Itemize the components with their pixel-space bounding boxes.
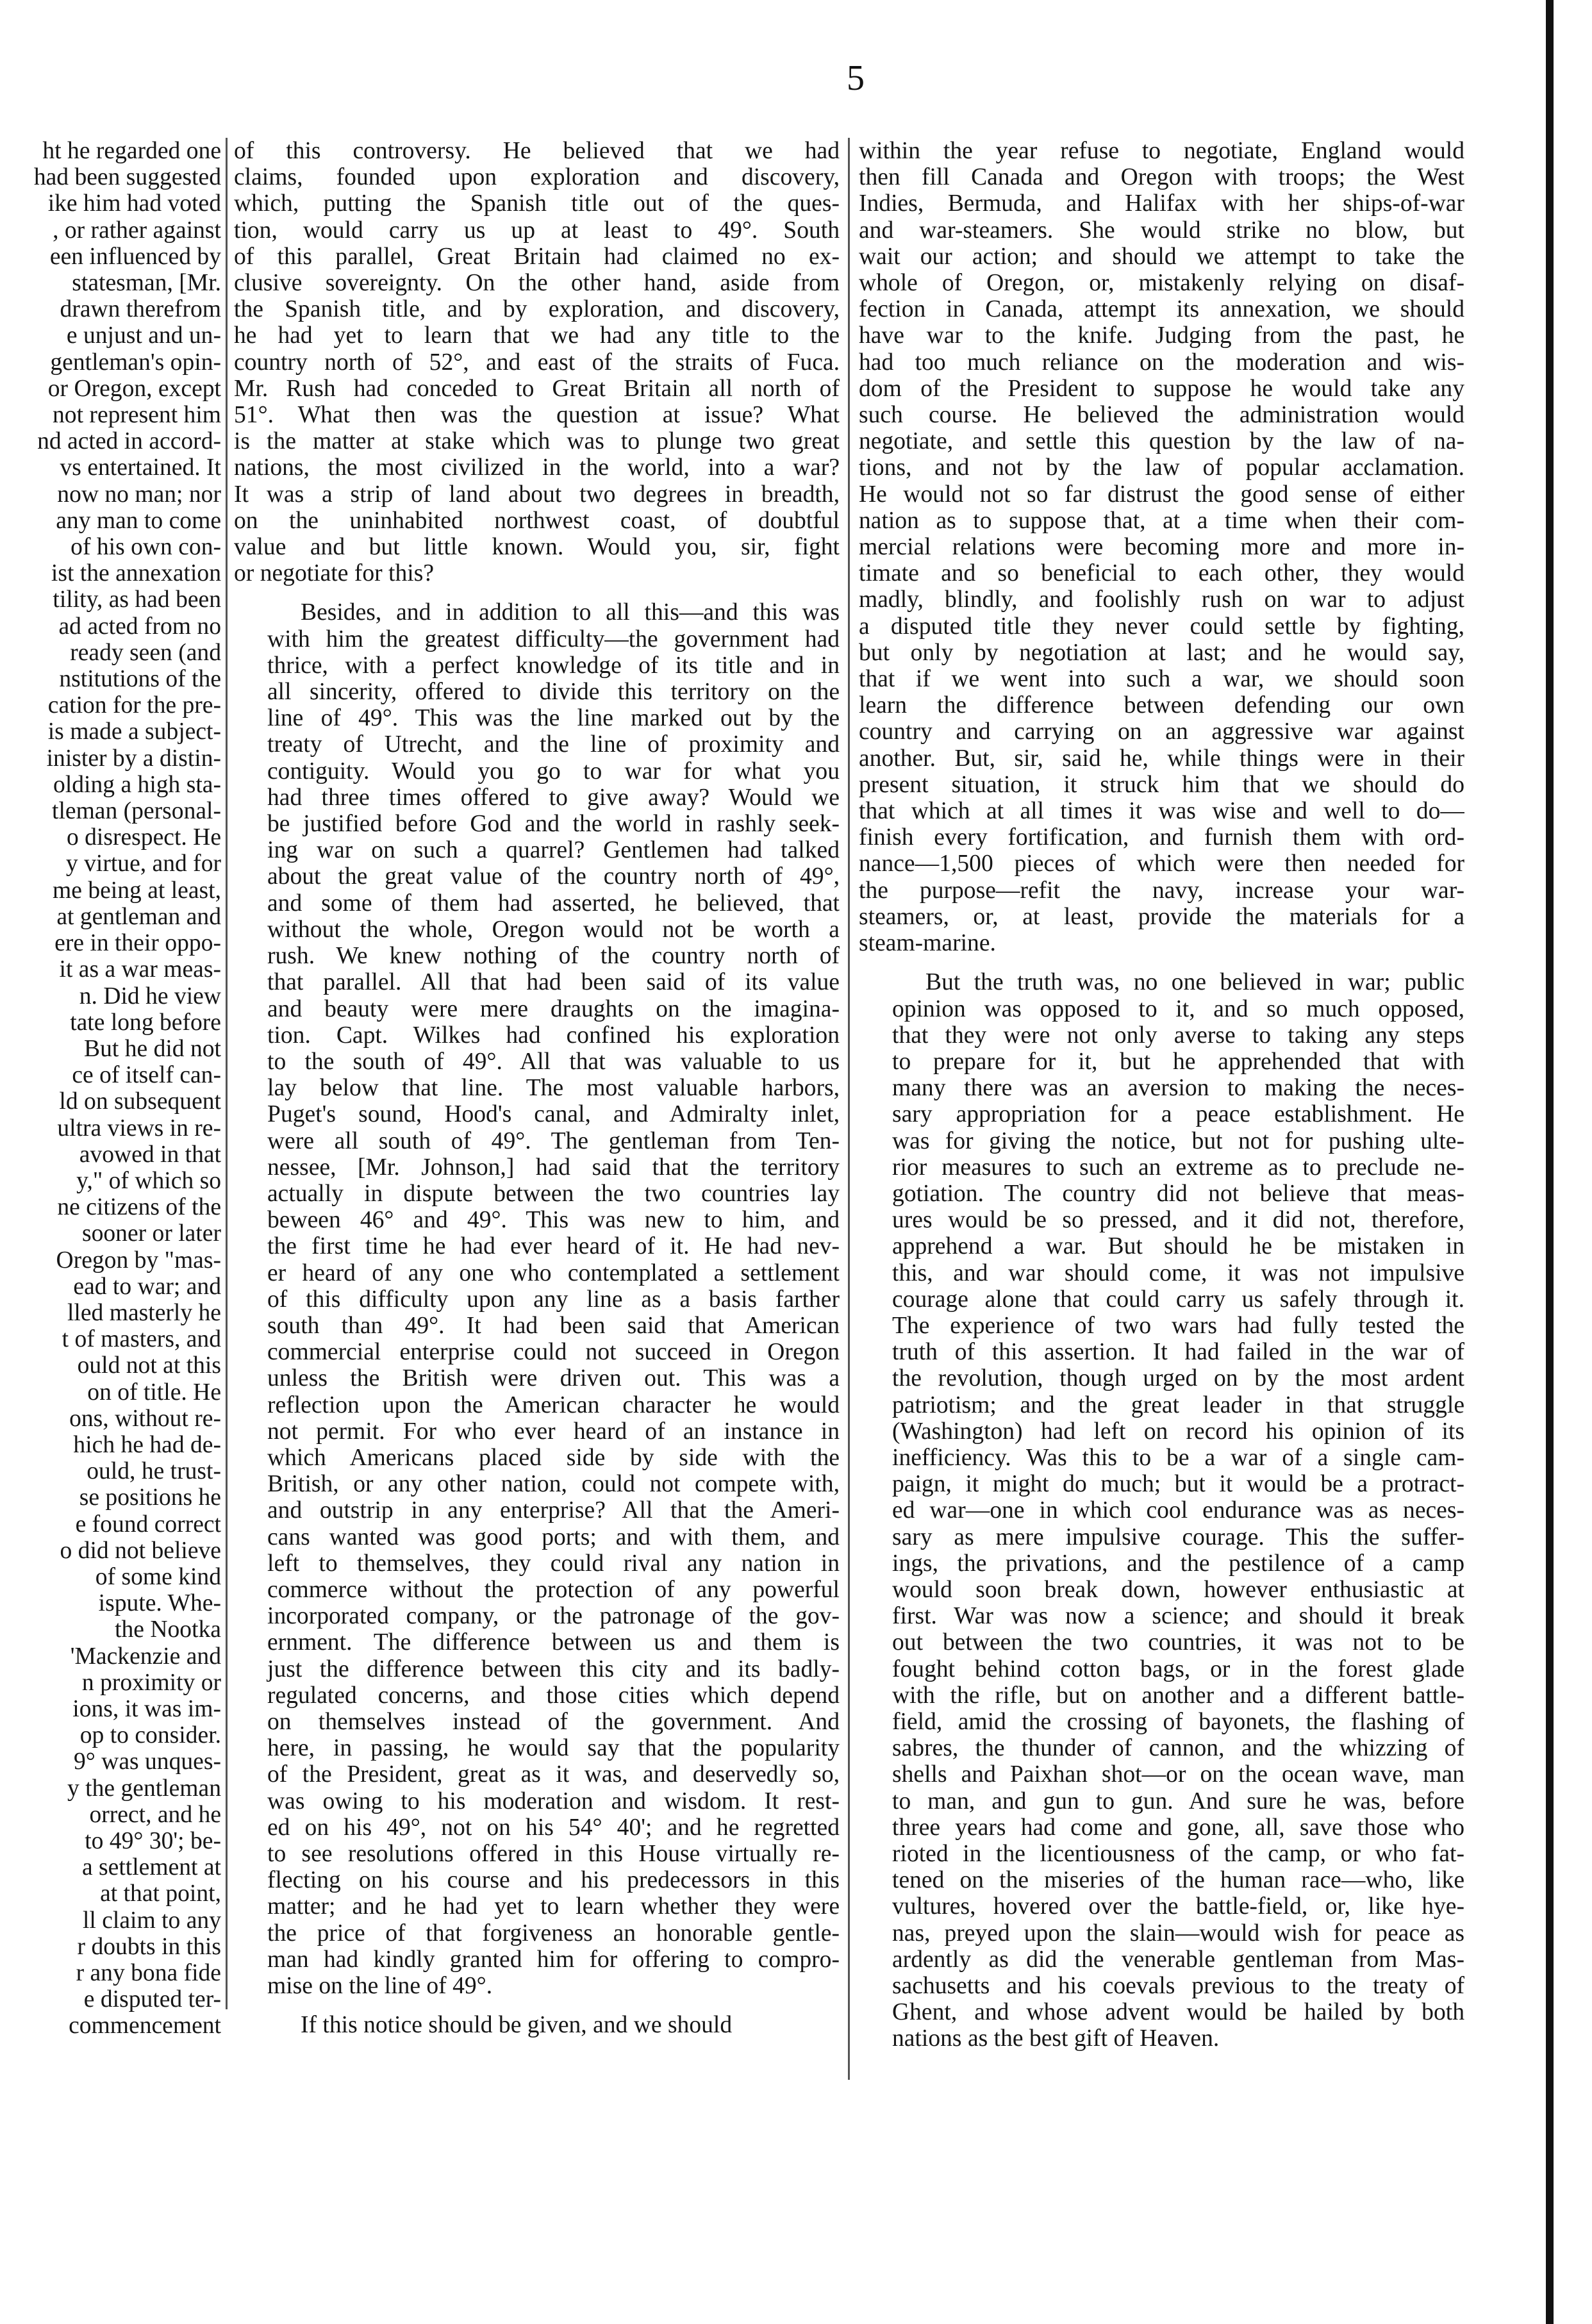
text-line: ispute. Whe- — [98, 1590, 221, 1617]
text-line: orrect, and he — [89, 1801, 221, 1828]
text-line: finish every fortification, and furnish them with ord- — [859, 824, 1464, 851]
text-line: hich he had de- — [73, 1431, 221, 1458]
text-line: sary as mere impulsive courage. This the suffer- — [892, 1523, 1464, 1550]
text-line: on of title. He — [87, 1379, 221, 1406]
text-line: vultures, hovered over the battle-field, or, like hye- — [892, 1893, 1464, 1920]
text-line: er heard of any one who contemplated a settlement — [267, 1259, 840, 1286]
text-line: sachusetts and his coevals previous to the treaty of — [892, 1973, 1464, 2000]
text-line: reflection upon the American character he would — [267, 1391, 840, 1418]
text-line: gentleman's opin- — [50, 349, 221, 376]
paragraph — [859, 138, 1464, 956]
text-line: inister by a distin- — [46, 745, 221, 772]
text-line: many there was an aversion to making the neces- — [892, 1075, 1464, 1102]
text-line: on themselves instead of the government. And — [267, 1708, 840, 1735]
text-line: any man to come — [56, 507, 221, 534]
text-line: which, putting the Spanish title out of the ques- — [234, 190, 840, 217]
text-line: and war-steamers. She would strike no blow, but — [859, 217, 1464, 244]
text-line: se positions he — [79, 1484, 221, 1511]
text-line: the price of that forgiveness an honorable gentle- — [267, 1920, 840, 1946]
paragraph — [234, 138, 840, 586]
text-line: line of 49°. This was the line marked out by the — [267, 705, 840, 732]
text-line: another. But, sir, said he, while things were in their — [859, 745, 1464, 772]
middle-column — [234, 138, 840, 2102]
text-line: inefficiency. Was this to be a war of a single cam- — [892, 1444, 1464, 1471]
text-line: then fill Canada and Oregon with troops; the West — [859, 164, 1464, 191]
text-line: patriotism; and the great leader in that struggle — [892, 1391, 1464, 1418]
text-line: ing war on such a quarrel? Gentlemen had talked — [267, 837, 840, 864]
text-line: madly, blindly, and foolishly rush on war to adjust — [859, 586, 1464, 613]
text-line: timate and so beneficial to each other, they would — [859, 560, 1464, 587]
text-line: o did not believe — [60, 1537, 221, 1564]
text-line: tion. Capt. Wilkes had confined his exploration — [267, 1022, 840, 1049]
text-line: avowed in that — [79, 1141, 221, 1168]
text-line: t of masters, and — [62, 1326, 221, 1353]
text-line: clusive sovereignty. On the other hand, aside from — [234, 270, 840, 297]
text-line: beween 46° and 49°. This was new to him, and — [267, 1207, 840, 1234]
text-line: would soon break down, however enthusiastic at — [892, 1576, 1464, 1603]
text-line: lay below that line. The most valuable harbors, — [267, 1075, 840, 1102]
text-line: nance—1,500 pieces of which were then needed for — [859, 851, 1464, 877]
text-line: nations as the best gift of Heaven. — [892, 2025, 1220, 2052]
text-line: o disrespect. He — [66, 824, 221, 851]
text-line: tility, as had been — [53, 586, 221, 613]
text-line: not represent him — [53, 402, 221, 429]
text-line: with him the greatest difficulty—the government had — [267, 626, 840, 652]
text-line: The experience of two wars had fully tested the — [892, 1312, 1464, 1339]
text-line: of this controversy. He believed that we had — [234, 138, 840, 164]
text-line: He would not so far distrust the good sense of either — [859, 481, 1464, 508]
text-line: statesman, [Mr. — [72, 270, 221, 297]
text-line: about the great value of the country north of 49°, — [267, 863, 840, 890]
text-line: to the south of 49°. All that was valuable to us — [267, 1048, 840, 1075]
text-line: south than 49°. It had been said that American — [267, 1312, 840, 1339]
text-line: wait our action; and should we attempt to take the — [859, 243, 1464, 270]
text-line: this, and war should come, it was not impulsive — [892, 1259, 1464, 1286]
text-line: op to consider. — [79, 1722, 221, 1749]
text-line: value and but little known. Would you, sir, fight — [234, 534, 840, 561]
text-line: ings, the privations, and the pestilence of a camp — [892, 1550, 1464, 1577]
text-line: of the President, great as it was, and deservedly so, — [267, 1761, 840, 1788]
text-line: If this notice should be given, and we should — [301, 2012, 733, 2039]
text-line: mise on the line of 49°. — [267, 1973, 493, 2000]
left-column-fragment — [0, 138, 221, 2102]
text-line: had too much reliance on the moderation and wis- — [859, 349, 1464, 376]
text-line: Mr. Rush had conceded to Great Britain all north of — [234, 375, 840, 402]
text-line: commercial enterprise could not succeed in Oregon — [267, 1339, 840, 1366]
text-line: the Spanish title, and by exploration, and discovery, — [234, 296, 840, 323]
text-line: rioted in the licentiousness of the camp, or who fat- — [892, 1841, 1464, 1867]
text-line: that parallel. All that had been said of its value — [267, 969, 840, 996]
text-line: country and carrying on an aggressive war against — [859, 718, 1464, 745]
text-line: 'Mackenzie and — [70, 1643, 221, 1670]
text-line: 9° was unques- — [73, 1748, 221, 1775]
text-line: that they were not only averse to taking any steps — [892, 1022, 1464, 1049]
text-line: commerce without the protection of any powerful — [267, 1576, 840, 1603]
text-line: apprehend a war. But should he be mistaken in — [892, 1233, 1464, 1260]
text-line: or negotiate for this? — [234, 560, 435, 587]
text-line: ultra views in re- — [57, 1115, 221, 1141]
page-number: 5 — [847, 58, 865, 98]
text-line: the first time he had ever heard of it. He had nev- — [267, 1233, 840, 1260]
text-line: truth of this assertion. It had failed in the war of — [892, 1339, 1464, 1366]
paragraph — [234, 2012, 840, 2038]
text-line: Oregon by "mas- — [56, 1247, 221, 1274]
page-edge-border — [1546, 0, 1554, 2324]
text-line: drawn therefrom — [60, 296, 221, 323]
text-line: ed on his 49°, not on his 54° 40'; and he regretted — [267, 1814, 840, 1841]
text-line: a settlement at — [81, 1854, 221, 1881]
text-line: Ghent, and whose advent would be hailed by both — [892, 1999, 1464, 2026]
text-line: the revolution, though urged on by the most ardent — [892, 1365, 1464, 1392]
text-line: tions, and not by the law of popular acclamation. — [859, 454, 1464, 481]
text-line: r doubts in this — [77, 1933, 221, 1960]
text-line: ed war—one in which cool endurance was as neces- — [892, 1497, 1464, 1524]
text-line: at gentleman and — [56, 903, 221, 930]
text-line: matter; and he had yet to learn whether they were — [267, 1893, 840, 1920]
paragraph — [234, 599, 840, 1999]
text-line: ures would be so pressed, and it did not, therefore, — [892, 1207, 1464, 1234]
text-line: to 49° 30'; be- — [85, 1828, 221, 1854]
text-line: ll claim to any — [82, 1907, 221, 1934]
text-line: country north of 52°, and east of the straits of Fuca. — [234, 349, 840, 376]
text-line: have war to the knife. Judging from the past, he — [859, 322, 1464, 349]
text-line: he had yet to learn that we had any title to the — [234, 322, 840, 349]
text-line: fought behind cotton bags, or in the forest glade — [892, 1656, 1464, 1682]
text-line: is the matter at stake which was to plunge two great — [234, 428, 840, 455]
text-line: Indies, Bermuda, and Halifax with her ships-of-war — [859, 190, 1464, 217]
text-line: such course. He believed the administration would — [859, 402, 1464, 429]
text-line: had three times offered to give away? Would we — [267, 784, 840, 811]
text-line: contiguity. Would you go to war for what you — [267, 758, 840, 784]
text-line: of some kind — [95, 1563, 221, 1590]
text-line: ere in their oppo- — [54, 930, 221, 957]
text-line: Besides, and in addition to all this—and this was — [301, 599, 840, 626]
text-line: nas, preyed upon the slain—would wish for peace as — [892, 1920, 1464, 1946]
text-line: it as a war meas- — [59, 956, 221, 983]
text-line: without the whole, Oregon would not be worth a — [267, 916, 840, 943]
text-line: cans wanted was good ports; and with them, and — [267, 1523, 840, 1550]
text-line: ht he regarded one — [42, 138, 221, 164]
text-line: But he did not — [84, 1035, 221, 1062]
text-line: whole of Oregon, or, mistakenly relying on disaf- — [859, 270, 1464, 297]
text-line: cation for the pre- — [47, 692, 221, 719]
text-line: which Americans placed side by side with the — [267, 1444, 840, 1471]
text-line: nations, the most civilized in the world, into a war? — [234, 454, 840, 481]
text-line: of his own con- — [70, 534, 221, 561]
text-line: of this parallel, Great Britain had claimed no ex- — [234, 243, 840, 270]
text-line: had been suggested — [33, 164, 221, 191]
text-line: here, in passing, he would say that the popularity — [267, 1735, 840, 1762]
text-line: the Nootka — [115, 1616, 221, 1643]
text-line: nstitutions of the — [59, 666, 221, 693]
text-line: y virtue, and for — [65, 851, 221, 877]
text-line: learn the difference between defending our own — [859, 692, 1464, 719]
text-line: mercial relations were becoming more and more in- — [859, 534, 1464, 561]
text-line: ions, it was im- — [72, 1695, 221, 1722]
text-line: field, amid the crossing of bayonets, the flashing of — [892, 1708, 1464, 1735]
text-line: e unjust and un- — [66, 322, 221, 349]
text-line: commencement — [69, 2013, 221, 2039]
text-line: e found correct — [75, 1511, 221, 1538]
text-line: to man, and gun to gun. And sure he was, before — [892, 1788, 1464, 1814]
text-line: me being at least, — [53, 877, 221, 904]
text-line: or Oregon, except — [47, 375, 221, 402]
text-line: now no man; nor — [57, 481, 221, 508]
text-line: was for giving the notice, but not for pushing ulte- — [892, 1127, 1464, 1154]
text-line: all sincerity, offered to divide this territory on the — [267, 679, 840, 706]
text-line: sabres, the thunder of cannon, and the whizzing of — [892, 1735, 1464, 1762]
text-line: unless the British were driven out. This was a — [267, 1365, 840, 1392]
text-line: , or rather against — [53, 217, 221, 244]
text-line: ould, he trust- — [87, 1458, 221, 1485]
text-line: dom of the President to suppose he would take any — [859, 375, 1464, 402]
text-line: y the gentleman — [67, 1775, 221, 1802]
text-line: ce of itself can- — [72, 1062, 221, 1089]
text-line: and outstrip in any enterprise? All that the Ameri- — [267, 1497, 840, 1524]
text-line: ould not at this — [77, 1352, 221, 1379]
text-line: a disputed title they never could settle by fighting, — [859, 613, 1464, 640]
text-line: incorporated company, or the patronage of the gov- — [267, 1603, 840, 1630]
text-line: fection in Canada, attempt its annexation, we should — [859, 296, 1464, 323]
column-divider-left — [226, 138, 228, 2009]
text-line: man had kindly granted him for offering to compro- — [267, 1946, 840, 1973]
text-line: present situation, it struck him that we should do — [859, 771, 1464, 798]
text-line: Puget's sound, Hood's canal, and Admiralty inlet, — [267, 1101, 840, 1128]
text-line: steamers, or, at least, provide the materials for a — [859, 903, 1464, 930]
text-line: y," of which so — [76, 1167, 221, 1194]
text-line: tleman (personal- — [52, 798, 221, 825]
text-line: tate long before — [70, 1009, 221, 1036]
text-line: ardently as did the venerable gentleman from Mas- — [892, 1946, 1464, 1973]
text-line: steam-marine. — [859, 930, 996, 957]
text-line: sary appropriation for a peace establishment. He — [892, 1101, 1464, 1128]
text-line: r any bona fide — [76, 1960, 221, 1987]
text-line: (Washington) had left on record his opinion of its — [892, 1418, 1464, 1445]
text-line: treaty of Utrecht, and the line of proximity and — [267, 731, 840, 758]
text-line: flecting on his course and his predecessors in this — [267, 1867, 840, 1894]
text-line: claims, founded upon exploration and discovery, — [234, 164, 840, 191]
text-line: n. Did he view — [79, 983, 221, 1009]
text-line: that if we went into such a war, we should soon — [859, 666, 1464, 693]
text-line: and beauty were mere draughts on the imagina- — [267, 995, 840, 1022]
text-line: ons, without re- — [69, 1405, 221, 1432]
text-line: een influenced by — [49, 243, 221, 270]
text-line: British, or any other nation, could not compete with, — [267, 1471, 840, 1498]
text-line: the purpose—refit the navy, increase your war- — [859, 877, 1464, 904]
text-line: ready seen (and — [70, 639, 221, 666]
text-line: was owing to his moderation and wisdom. It rest- — [267, 1788, 840, 1814]
text-line: opinion was opposed to it, and so much opposed, — [892, 995, 1464, 1022]
text-line: courage alone that could carry us safely through it. — [892, 1286, 1464, 1313]
text-line: e disputed ter- — [83, 1986, 221, 2013]
text-line: tened on the miseries of the human race—who, like — [892, 1867, 1464, 1894]
text-line: tion, would carry us up at least to 49°. South — [234, 217, 840, 244]
text-line: sooner or later — [81, 1220, 221, 1247]
text-line: nation as to suppose that, at a time when their com- — [859, 507, 1464, 534]
text-line: at that point, — [100, 1880, 221, 1907]
text-line: actually in dispute between the two countries lay — [267, 1180, 840, 1207]
text-line: olding a high sta- — [53, 771, 221, 798]
text-line: with the rifle, but on another and a different battle- — [892, 1682, 1464, 1709]
text-line: paign, it might do much; but it would be a protract- — [892, 1471, 1464, 1498]
text-line: ead to war; and — [73, 1273, 221, 1300]
text-line: just the difference between this city and its badly- — [267, 1656, 840, 1682]
text-line: ne citizens of the — [57, 1194, 221, 1221]
text-line: but only by negotiation at last; and he would say, — [859, 639, 1464, 666]
text-line: to see resolutions offered in this House virtually re- — [267, 1841, 840, 1867]
text-line: to prepare for it, but he apprehended that with — [892, 1048, 1464, 1075]
text-line: n proximity or — [81, 1669, 221, 1696]
text-line: thrice, with a perfect knowledge of its title and in — [267, 652, 840, 679]
right-column — [859, 138, 1464, 2102]
text-line: rior measures to such an extreme as to preclude ne- — [892, 1154, 1464, 1181]
text-line: left to themselves, they could rival any nation in — [267, 1550, 840, 1577]
text-line: on the uninhabited northwest coast, of doubtful — [234, 507, 840, 534]
text-line: ld on subsequent — [59, 1088, 221, 1115]
text-line: out between the two countries, it was not to be — [892, 1629, 1464, 1656]
text-line: not permit. For who ever heard of an instance in — [267, 1418, 840, 1445]
text-line: nessee, [Mr. Johnson,] had said that the territory — [267, 1154, 840, 1181]
text-line: of this difficulty upon any line as a basis farther — [267, 1286, 840, 1313]
text-line: regulated concerns, and those cities which depend — [267, 1682, 840, 1709]
text-line: first. War was now a science; and should it break — [892, 1603, 1464, 1630]
text-line: were all south of 49°. The gentleman from Ten- — [267, 1127, 840, 1154]
text-line: nd acted in accord- — [37, 428, 221, 455]
text-line: vs entertained. It — [60, 454, 221, 481]
text-line: within the year refuse to negotiate, England would — [859, 138, 1464, 164]
text-line: three years had come and gone, all, save those who — [892, 1814, 1464, 1841]
text-line: is made a subject- — [47, 718, 221, 745]
text-line: and some of them had asserted, he believed, that — [267, 890, 840, 917]
text-line: gotiation. The country did not believe that meas- — [892, 1180, 1464, 1207]
text-line: But the truth was, no one believed in war; public — [925, 969, 1464, 996]
text-line: lled masterly he — [67, 1299, 221, 1326]
text-line: It was a strip of land about two degrees in breadth, — [234, 481, 840, 508]
text-line: negotiate, and settle this question by the law of na- — [859, 428, 1464, 455]
paragraph — [859, 969, 1464, 2052]
text-line: rush. We knew nothing of the country north of — [267, 943, 840, 970]
text-line: ad acted from no — [58, 613, 221, 640]
text-line: ike him had voted — [47, 190, 221, 217]
column-divider-right — [848, 138, 850, 2080]
text-line: 51°. What then was the question at issue? What — [234, 402, 840, 429]
text-line: ist the annexation — [51, 560, 221, 587]
text-line: ernment. The difference between us and them is — [267, 1629, 840, 1656]
text-line: shells and Paixhan shot—or on the ocean wave, man — [892, 1761, 1464, 1788]
text-line: that which at all times it was wise and well to do— — [859, 798, 1464, 825]
text-line: be justified before God and the world in rashly seek- — [267, 811, 840, 838]
